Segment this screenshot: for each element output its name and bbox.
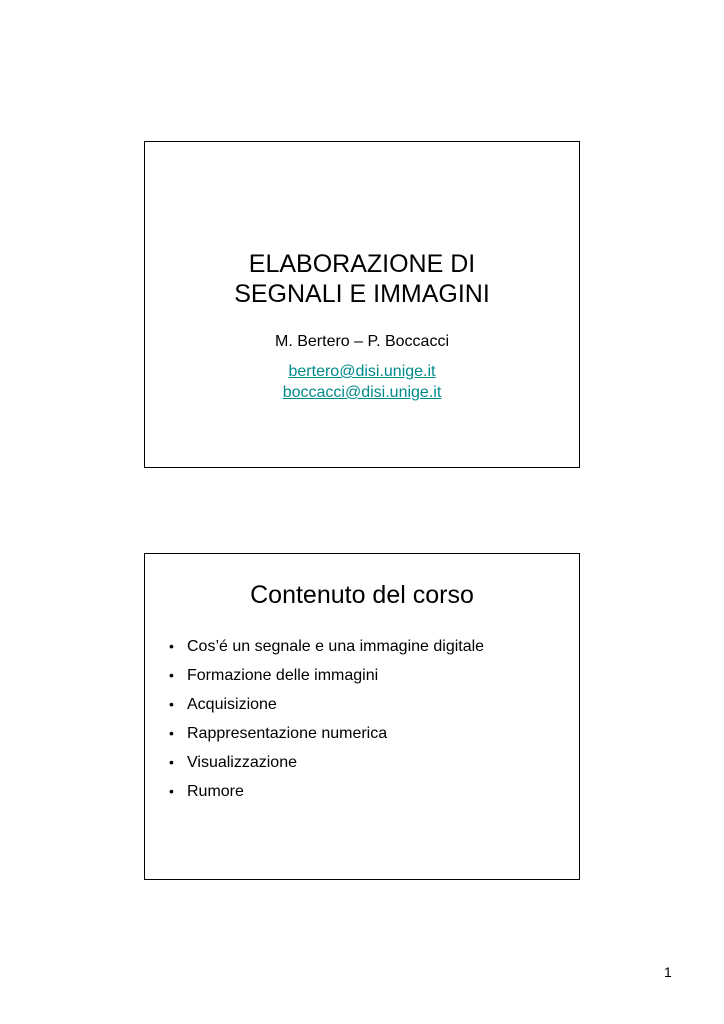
list-item: [169, 719, 484, 748]
bullet-icon: •: [169, 667, 174, 683]
list-item-text: Formazione delle immagini: [187, 667, 379, 684]
course-contents-list: [169, 632, 484, 806]
slide-2-title: Contenuto del corso: [250, 581, 474, 609]
slide-2: [144, 553, 580, 880]
list-item-text: Visualizzazione: [187, 754, 297, 771]
slide-1-title-line-2: SEGNALI E IMMAGINI: [234, 280, 490, 308]
list-item: [169, 690, 484, 719]
list-item-text: Rappresentazione numerica: [187, 725, 388, 742]
slide-1-title: [145, 249, 579, 309]
list-item: [169, 661, 484, 690]
bullet-icon: •: [169, 754, 174, 770]
list-item: [169, 632, 484, 661]
email-list: [145, 361, 579, 403]
bullet-icon: •: [169, 725, 174, 741]
list-item: [169, 777, 484, 806]
authors: M. Bertero – P. Boccacci: [275, 333, 449, 350]
bullet-icon: •: [169, 783, 174, 799]
slide-1: [144, 141, 580, 468]
bullet-icon: •: [169, 638, 174, 654]
email-link-boccacci[interactable]: boccacci@disi.unige.it: [282, 384, 442, 401]
list-item-text: Cos’é un segnale e una immagine digitale: [187, 638, 485, 655]
email-link-bertero[interactable]: bertero@disi.unige.it: [288, 363, 436, 380]
page-number: 1: [664, 964, 672, 980]
list-item-text: Acquisizione: [187, 696, 277, 713]
bullet-icon: •: [169, 696, 174, 712]
list-item-text: Rumore: [187, 783, 244, 800]
list-item: [169, 748, 484, 777]
slide-1-title-line-1: ELABORAZIONE DI: [248, 250, 476, 278]
